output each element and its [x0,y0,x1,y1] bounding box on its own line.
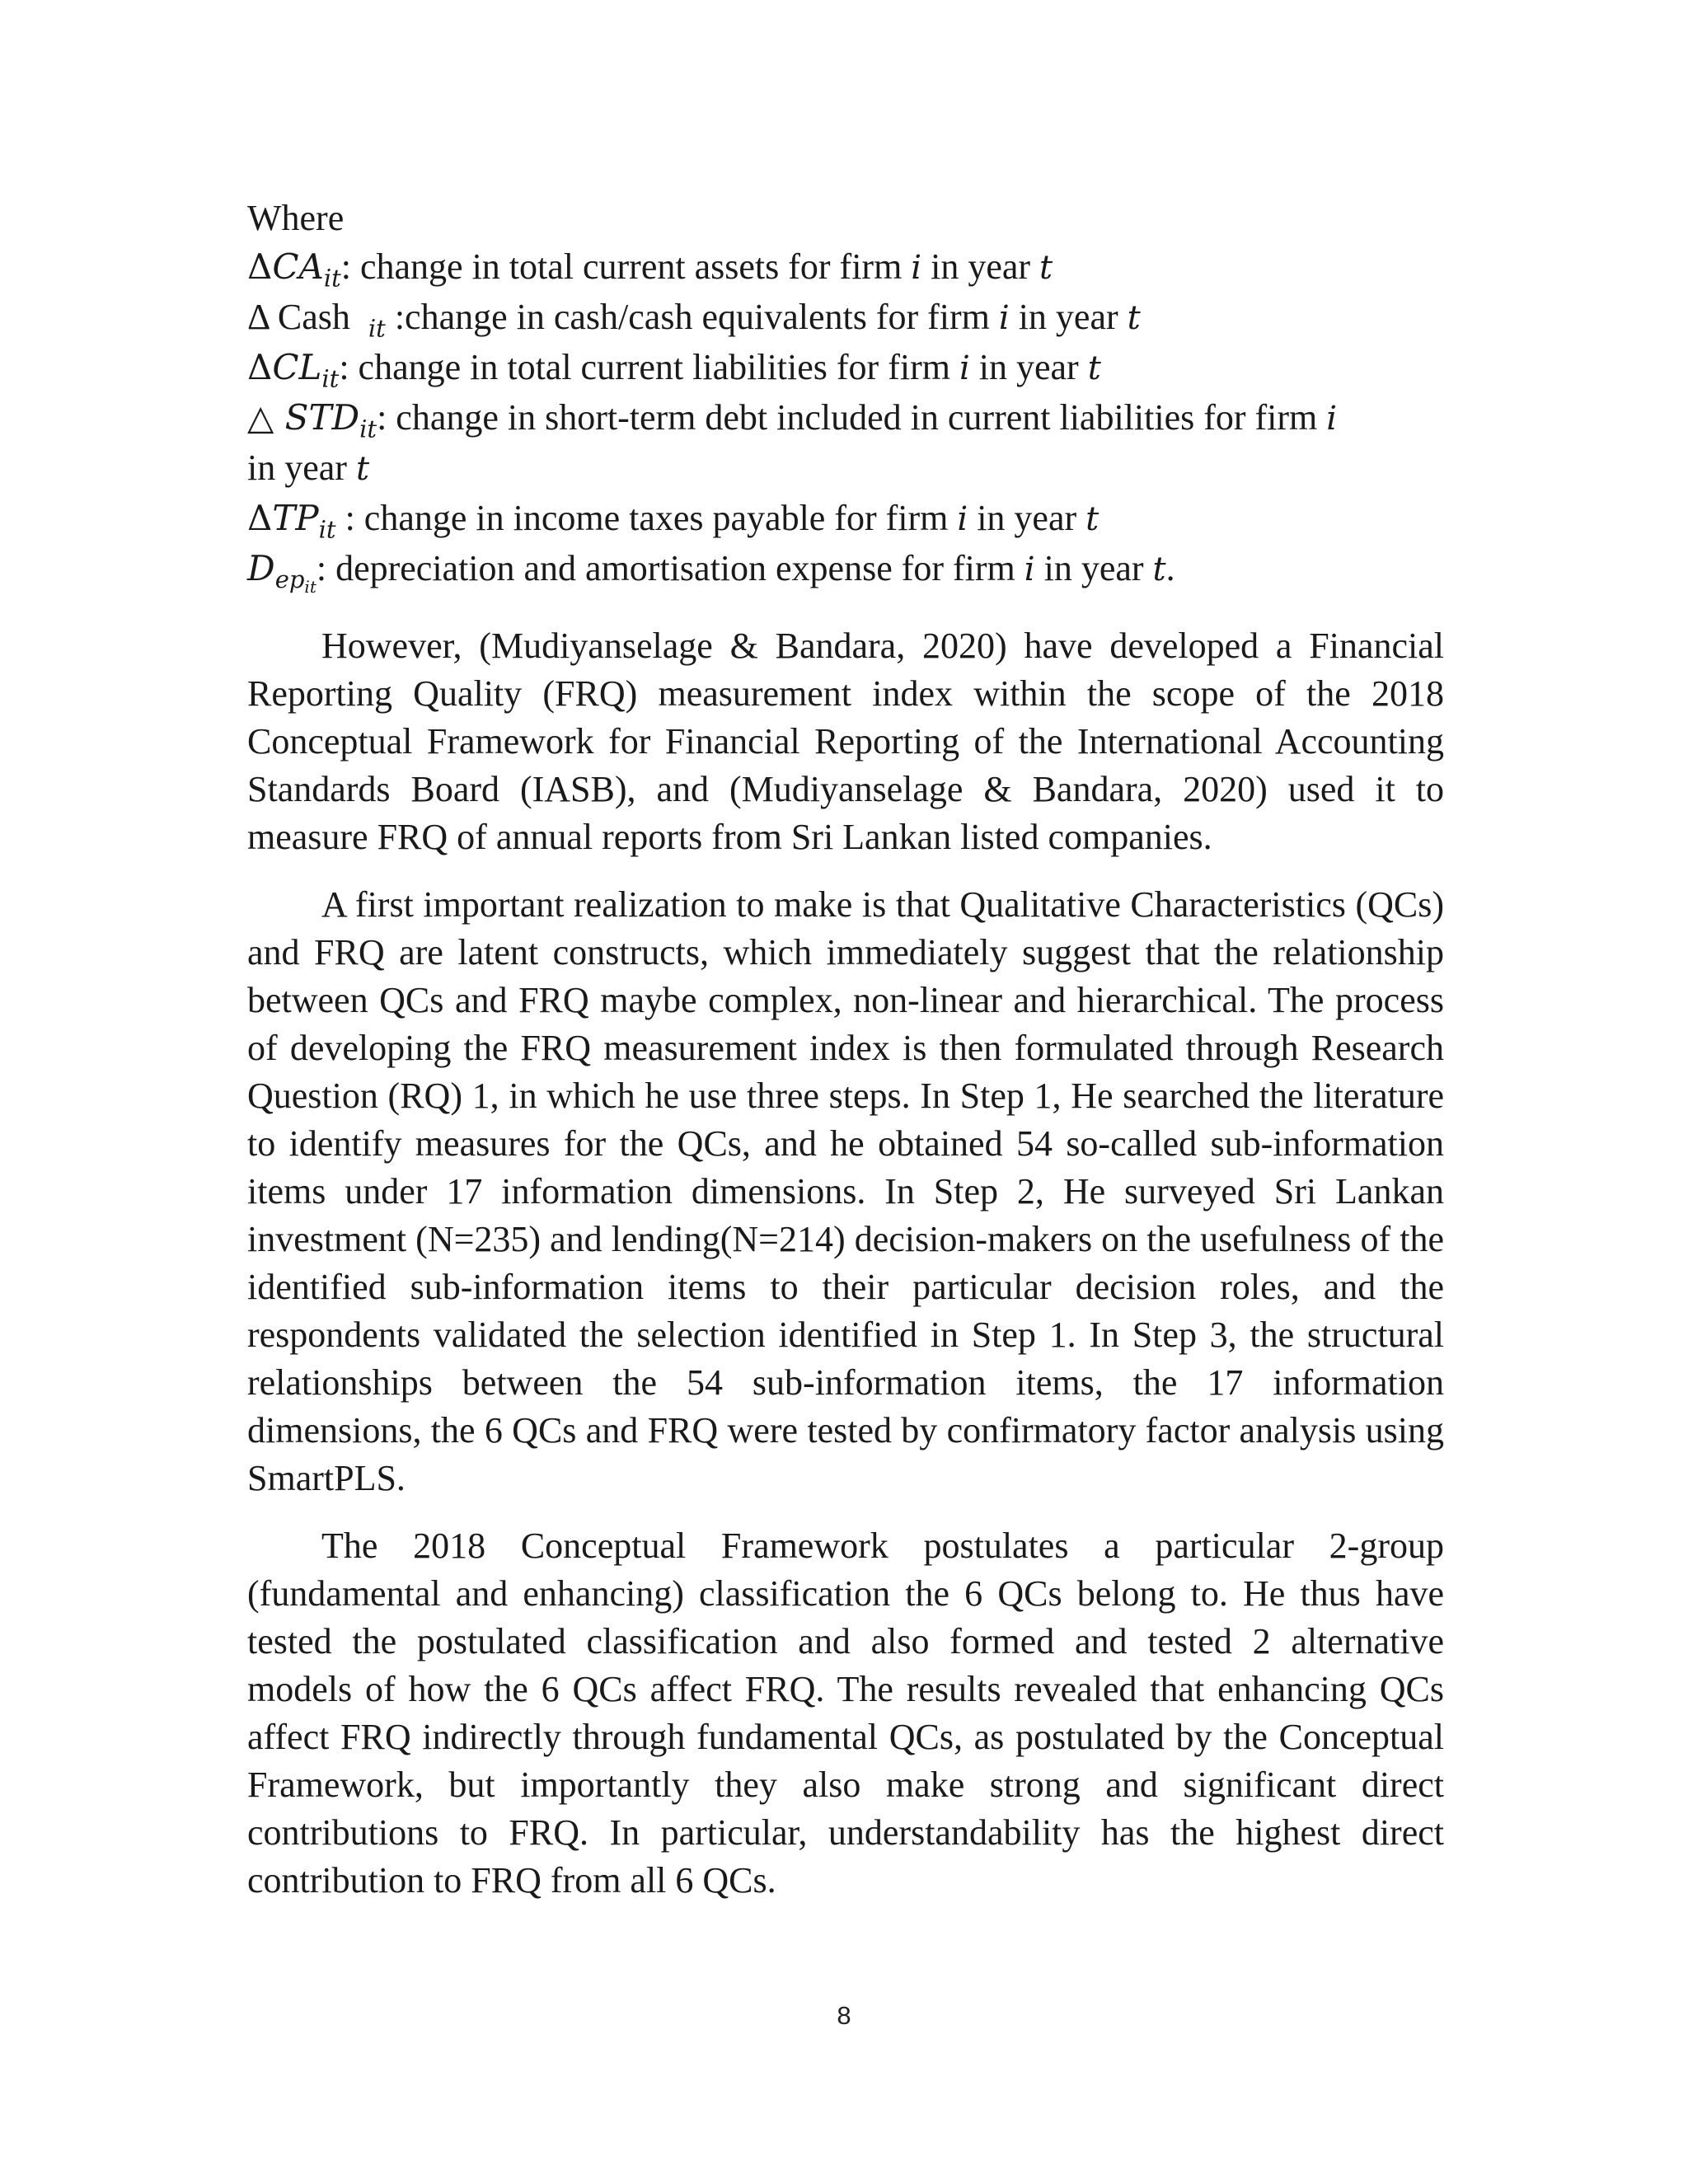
definition-line: $D_{ep_{it}}$: depreciation and amortisation expense for firm i in year t. [247,548,1175,598]
body-text [247,622,1444,1924]
definition-line: △ $STD_{it}$: change in short-term debt included in current liabilities for firm i in year t [247,397,1338,488]
definition-line: $\Delta CA_{it}$: change in total current assets for firm i in year t [247,246,1053,293]
page-number: 8 [837,2001,851,2030]
where-label: Where [247,198,345,238]
paragraph: The 2018 Conceptual Framework postulates a particular 2-group (fundamental and enhancing) classification the 6 QCs belong to. He thus have tested the postulated classification and also formed and tested 2 alternative models of how the 6 QCs affect FRQ. The results revealed that enhancing QCs affect FRQ indirectly through fundamental QCs, as postulated by the Conceptual Framework, but importantly they also make strong and significant direct contributions to FRQ. In particular, understandability has the highest direct contribution to FRQ from all 6 QCs. [247,1526,1444,1900]
paragraph: However, (Mudiyanselage & Bandara, 2020) have developed a Financial Reporting Quality (FRQ) measurement index within the scope of the 2018 Conceptual Framework for Financial Reporting of the International Accounting Standards Board (IASB), and (Mudiyanselage & Bandara, 2020) used it to measure FRQ of annual reports from Sri Lankan listed companies. [247,626,1444,857]
math-symbol: $\Delta TP_{it}$ [247,498,336,544]
math-symbol: $\Delta CL_{it}$ [247,347,340,393]
paragraph: A first important realization to make is that Qualitative Characteristics (QCs) and FRQ are latent constructs, which immediately suggest that the relationship between QCs and FRQ maybe complex, non-linear and hierarchical. The process of developing the FRQ measurement index is then formulated through Research Question (RQ) 1, in which he use three steps. In Step 1, He searched the literature to identify measures for the QCs, and he obtained 54 so-called sub-information items under 17 information dimensions. In Step 2, He surveyed Sri Lankan investment (N=235) and lending(N=214) decision-makers on the usefulness of the identified sub-information items to their particular decision roles, and the respondents validated the selection identified in Step 1. In Step 3, the structural relationships between the 54 sub-information items, the 17 information dimensions, the 6 QCs and FRQ were tested by confirmatory factor analysis using SmartPLS. [247,884,1444,1498]
math-symbol: $D_{ep_{it}}$ [247,548,316,598]
definition-line: $\Delta CL_{it}$: change in total current liabilities for firm i in year t [247,347,1101,393]
math-symbol: △ $STD_{it}$ [247,397,377,443]
math-symbol: $\Delta CA_{it}$ [247,246,341,293]
definition-line: Δ Cash $_{it}$ :change in cash/cash equivalents for firm i in year t [247,297,1141,343]
variable-definitions [247,194,1442,598]
definition-line: $\Delta TP_{it}$ : change in income taxes payable for firm i in year t [247,498,1100,544]
math-symbol: Δ Cash $_{it}$ [247,297,386,343]
